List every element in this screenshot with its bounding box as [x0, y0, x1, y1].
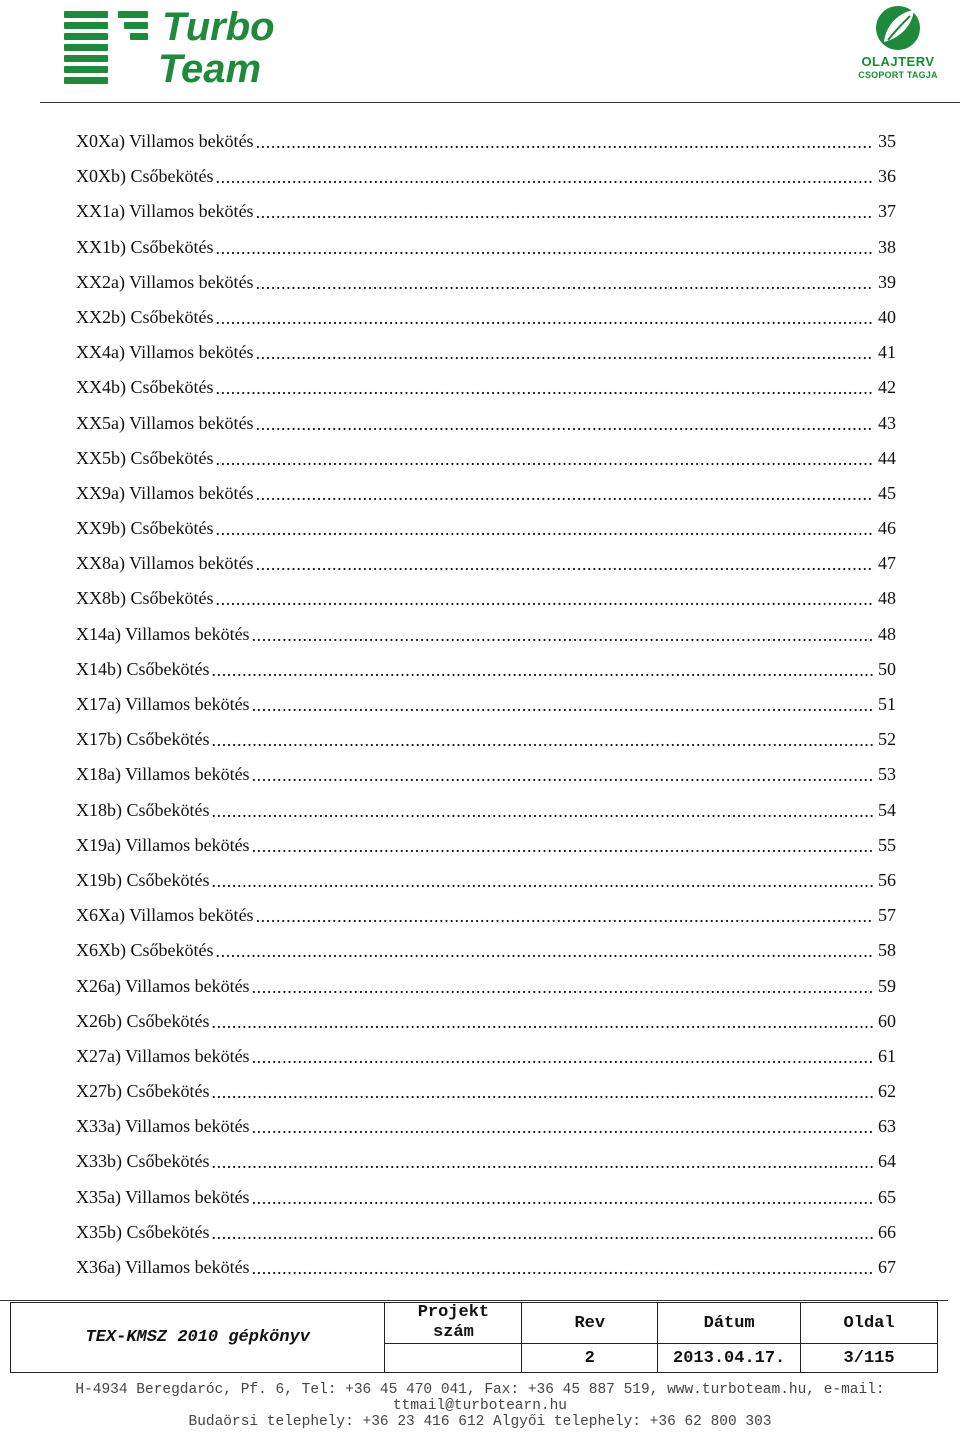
- toc-leader-dots: [252, 970, 874, 1005]
- toc-entry[interactable]: [76, 406, 896, 441]
- toc-entry[interactable]: [76, 265, 896, 300]
- toc-entry[interactable]: [76, 159, 896, 194]
- toc-entry-title: X19a) Villamos bekötés: [76, 834, 250, 855]
- toc-entry[interactable]: [76, 1250, 896, 1285]
- toc-leader-dots: [256, 477, 874, 512]
- toc-entry-page: 37: [878, 201, 896, 222]
- toc-entry-title: X36a) Villamos bekötés: [76, 1257, 250, 1277]
- toc-leader-dots: [212, 1005, 875, 1040]
- toc-entry-title: X26b) Csőbekötés: [76, 1010, 210, 1031]
- toc-entry-page: 41: [878, 342, 896, 363]
- toc-entry-title: XX5a) Villamos bekötés: [76, 412, 254, 433]
- toc-leader-dots: [216, 160, 875, 195]
- toc-leader-dots: [216, 934, 875, 969]
- toc-entry-title: X6Xa) Villamos bekötés: [76, 905, 254, 926]
- toc-entry[interactable]: [76, 1180, 896, 1215]
- toc-leader-dots: [216, 442, 875, 477]
- toc-entry-title: XX2b) Csőbekötés: [76, 306, 214, 327]
- turbo-team-logo: [62, 8, 362, 86]
- toc-entry[interactable]: [76, 370, 896, 405]
- olajterv-leaf-icon: [848, 0, 948, 54]
- footer-info-table: [10, 1302, 938, 1373]
- toc-entry[interactable]: [76, 511, 896, 546]
- toc-leader-dots: [256, 547, 874, 582]
- toc-entry-page: 35: [878, 131, 896, 151]
- project-number-value: [385, 1344, 522, 1373]
- rev-label: Rev: [522, 1303, 658, 1344]
- toc-entry-page: 58: [878, 940, 896, 961]
- toc-entry[interactable]: [76, 1074, 896, 1109]
- toc-entry[interactable]: [76, 546, 896, 581]
- toc-entry[interactable]: [76, 722, 896, 757]
- toc-entry-title: X14a) Villamos bekötés: [76, 623, 250, 644]
- toc-entry-title: XX4a) Villamos bekötés: [76, 342, 254, 363]
- toc-entry[interactable]: [76, 124, 896, 159]
- rev-value: 2: [522, 1344, 658, 1373]
- toc-entry-page: 65: [878, 1186, 896, 1207]
- toc-entry-title: XX1a) Villamos bekötés: [76, 201, 254, 222]
- toc-leader-dots: [256, 336, 874, 371]
- toc-leader-dots: [252, 688, 874, 723]
- toc-leader-dots: [252, 1181, 874, 1216]
- toc-leader-dots: [216, 301, 875, 336]
- toc-entry-page: 64: [878, 1151, 896, 1172]
- toc-entry-page: 56: [878, 869, 896, 890]
- toc-entry[interactable]: [76, 1144, 896, 1179]
- toc-entry-title: X0Xa) Villamos bekötés: [76, 131, 254, 151]
- toc-entry[interactable]: [76, 617, 896, 652]
- toc-entry-title: XX9a) Villamos bekötés: [76, 482, 254, 503]
- logo-line-2: Team: [158, 47, 262, 86]
- toc-entry-page: 55: [878, 834, 896, 855]
- table-of-contents: [76, 124, 896, 1285]
- toc-entry[interactable]: [76, 933, 896, 968]
- toc-entry-title: X14b) Csőbekötés: [76, 658, 210, 679]
- toc-entry-title: X26a) Villamos bekötés: [76, 975, 250, 996]
- toc-entry-page: 59: [878, 975, 896, 996]
- toc-leader-dots: [252, 1110, 874, 1145]
- toc-leader-dots: [212, 864, 875, 899]
- page-label: Oldal: [801, 1303, 938, 1344]
- toc-entry[interactable]: [76, 300, 896, 335]
- toc-entry[interactable]: [76, 863, 896, 898]
- toc-leader-dots: [256, 125, 874, 160]
- toc-entry-page: 38: [878, 236, 896, 257]
- toc-entry-page: 63: [878, 1116, 896, 1137]
- toc-entry-page: 60: [878, 1010, 896, 1031]
- toc-entry[interactable]: [76, 828, 896, 863]
- toc-entry-page: 51: [878, 694, 896, 714]
- toc-entry-page: 52: [878, 729, 896, 750]
- contact-line-3: Budaörsi telephely: +36 23 416 612 Algyői telephely: +36 62 800 303: [188, 1414, 772, 1430]
- toc-entry-title: X27b) Csőbekötés: [76, 1081, 210, 1102]
- toc-entry-title: X19b) Csőbekötés: [76, 869, 210, 890]
- toc-entry[interactable]: [76, 652, 896, 687]
- toc-leader-dots: [216, 231, 875, 266]
- toc-leader-dots: [252, 618, 874, 653]
- toc-entry-page: 44: [878, 447, 896, 468]
- header-divider: [40, 102, 960, 103]
- toc-entry-page: 57: [878, 905, 896, 926]
- toc-leader-dots: [216, 512, 875, 547]
- toc-entry-title: X17b) Csőbekötés: [76, 729, 210, 750]
- toc-entry-page: 47: [878, 553, 896, 574]
- toc-entry-page: 43: [878, 412, 896, 433]
- toc-leader-dots: [212, 794, 875, 829]
- toc-entry-page: 45: [878, 482, 896, 503]
- page-header: [0, 0, 960, 106]
- toc-entry-title: XX8a) Villamos bekötés: [76, 553, 254, 574]
- toc-entry-title: XX4b) Csőbekötés: [76, 377, 214, 398]
- toc-entry-title: X0Xb) Csőbekötés: [76, 166, 214, 187]
- toc-leader-dots: [252, 829, 874, 864]
- toc-entry[interactable]: [76, 1215, 896, 1250]
- toc-leader-dots: [256, 195, 874, 230]
- toc-entry-title: X33b) Csőbekötés: [76, 1151, 210, 1172]
- contact-line-1: H-4934 Beregdaróc, Pf. 6, Tel: +36 45 470 041, Fax: +36 45 887 519, www.turboteam.hu, e-mail:: [75, 1382, 885, 1398]
- toc-entry-title: X35b) Csőbekötés: [76, 1221, 210, 1242]
- date-value: 2013.04.17.: [658, 1344, 801, 1373]
- page-value: 3/115: [801, 1344, 938, 1373]
- footer-divider: [0, 1300, 948, 1301]
- toc-leader-dots: [252, 1251, 874, 1286]
- olajterv-tagline: CSOPORT TAGJA: [858, 70, 938, 80]
- toc-leader-dots: [212, 1216, 875, 1251]
- toc-entry-page: 53: [878, 764, 896, 785]
- toc-leader-dots: [216, 582, 875, 617]
- toc-entry[interactable]: [76, 1004, 896, 1039]
- project-number-label: Projekt szám: [385, 1303, 522, 1344]
- toc-entry[interactable]: [76, 441, 896, 476]
- toc-entry[interactable]: [76, 898, 896, 933]
- toc-entry-title: X18a) Villamos bekötés: [76, 764, 250, 785]
- toc-entry-title: X33a) Villamos bekötés: [76, 1116, 250, 1137]
- toc-entry-page: 62: [878, 1081, 896, 1102]
- toc-entry-title: XX2a) Villamos bekötés: [76, 271, 254, 292]
- toc-entry[interactable]: [76, 793, 896, 828]
- toc-entry-page: 36: [878, 166, 896, 187]
- toc-leader-dots: [252, 1040, 874, 1075]
- olajterv-name: OLAJTERV: [861, 54, 935, 69]
- toc-entry-title: X17a) Villamos bekötés: [76, 694, 250, 714]
- toc-entry-page: 50: [878, 658, 896, 679]
- toc-entry-page: 61: [878, 1045, 896, 1066]
- toc-entry[interactable]: [76, 476, 896, 511]
- toc-entry[interactable]: [76, 1039, 896, 1074]
- toc-entry[interactable]: [76, 687, 896, 722]
- toc-entry-page: 40: [878, 306, 896, 327]
- toc-leader-dots: [212, 1145, 875, 1180]
- toc-leader-dots: [256, 407, 874, 442]
- toc-leader-dots: [212, 653, 875, 688]
- toc-leader-dots: [212, 723, 875, 758]
- toc-entry-title: XX9b) Csőbekötés: [76, 518, 214, 539]
- toc-entry[interactable]: [76, 335, 896, 370]
- toc-entry[interactable]: [76, 581, 896, 616]
- toc-leader-dots: [256, 266, 874, 301]
- toc-entry-title: XX8b) Csőbekötés: [76, 588, 214, 609]
- toc-entry[interactable]: [76, 757, 896, 792]
- toc-entry-page: 39: [878, 271, 896, 292]
- toc-entry[interactable]: [76, 230, 896, 265]
- date-label: Dátum: [658, 1303, 801, 1344]
- toc-entry-page: 67: [878, 1257, 896, 1277]
- toc-entry[interactable]: [76, 1109, 896, 1144]
- toc-entry-title: X27a) Villamos bekötés: [76, 1045, 250, 1066]
- toc-entry[interactable]: [76, 969, 896, 1004]
- toc-entry-title: XX1b) Csőbekötés: [76, 236, 214, 257]
- toc-leader-dots: [216, 371, 875, 406]
- toc-entry-title: XX5b) Csőbekötés: [76, 447, 214, 468]
- toc-entry-page: 42: [878, 377, 896, 398]
- olajterv-logo: [848, 0, 948, 86]
- logo-line-1: Turbo: [162, 8, 275, 49]
- contact-line-2: ttmail@turbotearn.hu: [392, 1398, 568, 1414]
- toc-entry-title: X18b) Csőbekötés: [76, 799, 210, 820]
- toc-entry-title: X6Xb) Csőbekötés: [76, 940, 214, 961]
- toc-entry-page: 48: [878, 588, 896, 609]
- manual-title: TEX-KMSZ 2010 gépkönyv: [11, 1303, 385, 1373]
- toc-entry[interactable]: [76, 194, 896, 229]
- toc-leader-dots: [252, 758, 874, 793]
- toc-entry-title: X35a) Villamos bekötés: [76, 1186, 250, 1207]
- toc-entry-page: 48: [878, 623, 896, 644]
- toc-leader-dots: [256, 899, 874, 934]
- toc-entry-page: 46: [878, 518, 896, 539]
- toc-entry-page: 66: [878, 1221, 896, 1242]
- toc-leader-dots: [212, 1075, 875, 1110]
- toc-entry-page: 54: [878, 799, 896, 820]
